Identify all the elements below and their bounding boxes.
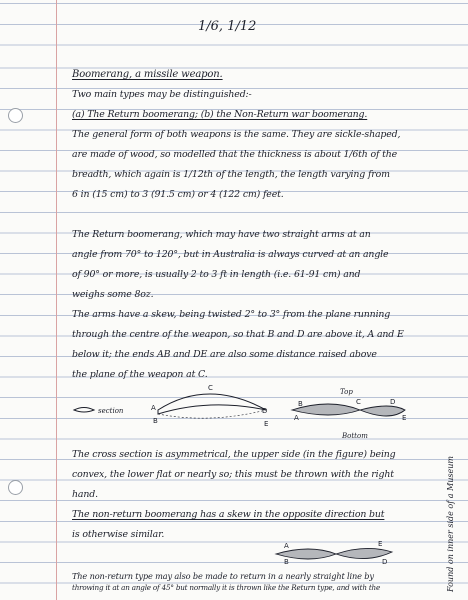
- margin-line: [56, 0, 57, 600]
- letter-d-nr: D: [382, 558, 388, 566]
- letter-a: A: [151, 404, 156, 412]
- text-line: The cross section is asymmetrical, the upper side (in the figure) being: [72, 449, 396, 460]
- letter-e: E: [264, 420, 269, 428]
- text-line-non-return: The non-return boomerang has a skew in the opposite direction but: [72, 509, 385, 520]
- letter-d: D: [262, 407, 268, 415]
- margin-side-note: Found on inner side of a Museum: [446, 456, 455, 592]
- text-line: throwing it at an angle of 45° but normally it is thrown like the Return type, and with the: [72, 583, 381, 592]
- text-line: 6 in (15 cm) to 3 (91.5 cm) or 4 (122 cm) feet.: [72, 189, 284, 200]
- boomerang-diagram-return: [60, 380, 420, 442]
- text-line: convex, the lower flat or nearly so; this must be thrown with the right: [72, 469, 394, 480]
- text-line: weighs some 8oz.: [72, 289, 154, 300]
- top-label: Top: [340, 388, 353, 396]
- letter-e-nr: E: [378, 540, 383, 548]
- text-line: are made of wood, so modelled that the thickness is about 1/6th of the: [72, 149, 398, 160]
- letter-e-top: E: [402, 414, 407, 422]
- text-line: below it; the ends AB and DE are also some distance raised above: [72, 349, 377, 360]
- letter-a-nr: A: [284, 542, 289, 550]
- text-line: through the centre of the weapon, so that B and D are above it, A and E: [72, 329, 404, 340]
- text-line: angle from 70° to 120°, but in Australia is always curved at an angle: [72, 249, 389, 260]
- text-line: (a) The Return boomerang; (b) the Non-Return war boomerang.: [72, 109, 368, 120]
- text-line: of 90° or more, is usually 2 to 3 ft in length (i.e. 61-91 cm) and: [72, 269, 361, 280]
- text-line: is otherwise similar.: [72, 529, 165, 540]
- boomerang-diagram-non-return: [270, 538, 400, 568]
- letter-c-top: C: [356, 398, 361, 406]
- text-line: breadth, which again is 1/12th of the length, the length varying from: [72, 169, 390, 180]
- binder-hole-top: [8, 108, 23, 123]
- text-line: The non-return type may also be made to return in a nearly straight line by: [72, 571, 374, 581]
- bottom-label: Bottom: [342, 432, 368, 440]
- heading-boomerang: Boomerang, a missile weapon.: [72, 69, 223, 80]
- letter-b-nr: B: [284, 558, 289, 566]
- text-line: hand.: [72, 489, 98, 500]
- section-label: section: [98, 407, 124, 415]
- letter-a-top: A: [294, 414, 299, 422]
- text-line: The general form of both weapons is the same. They are sickle-shaped,: [72, 129, 401, 140]
- text-line-return-boomerang: The Return boomerang, which may have two straight arms at an: [72, 229, 371, 240]
- text-line: Two main types may be distinguished:-: [72, 89, 252, 100]
- letter-d-top: D: [390, 398, 396, 406]
- page-number: 1/6, 1/12: [198, 19, 257, 34]
- text-line: The arms have a skew, being twisted 2° to 3° from the plane running: [72, 309, 391, 320]
- letter-b-top: B: [298, 400, 303, 408]
- binder-hole-bottom: [8, 480, 23, 495]
- text-line: the plane of the weapon at C.: [72, 369, 208, 380]
- letter-b: B: [153, 417, 158, 425]
- letter-c: C: [208, 384, 213, 392]
